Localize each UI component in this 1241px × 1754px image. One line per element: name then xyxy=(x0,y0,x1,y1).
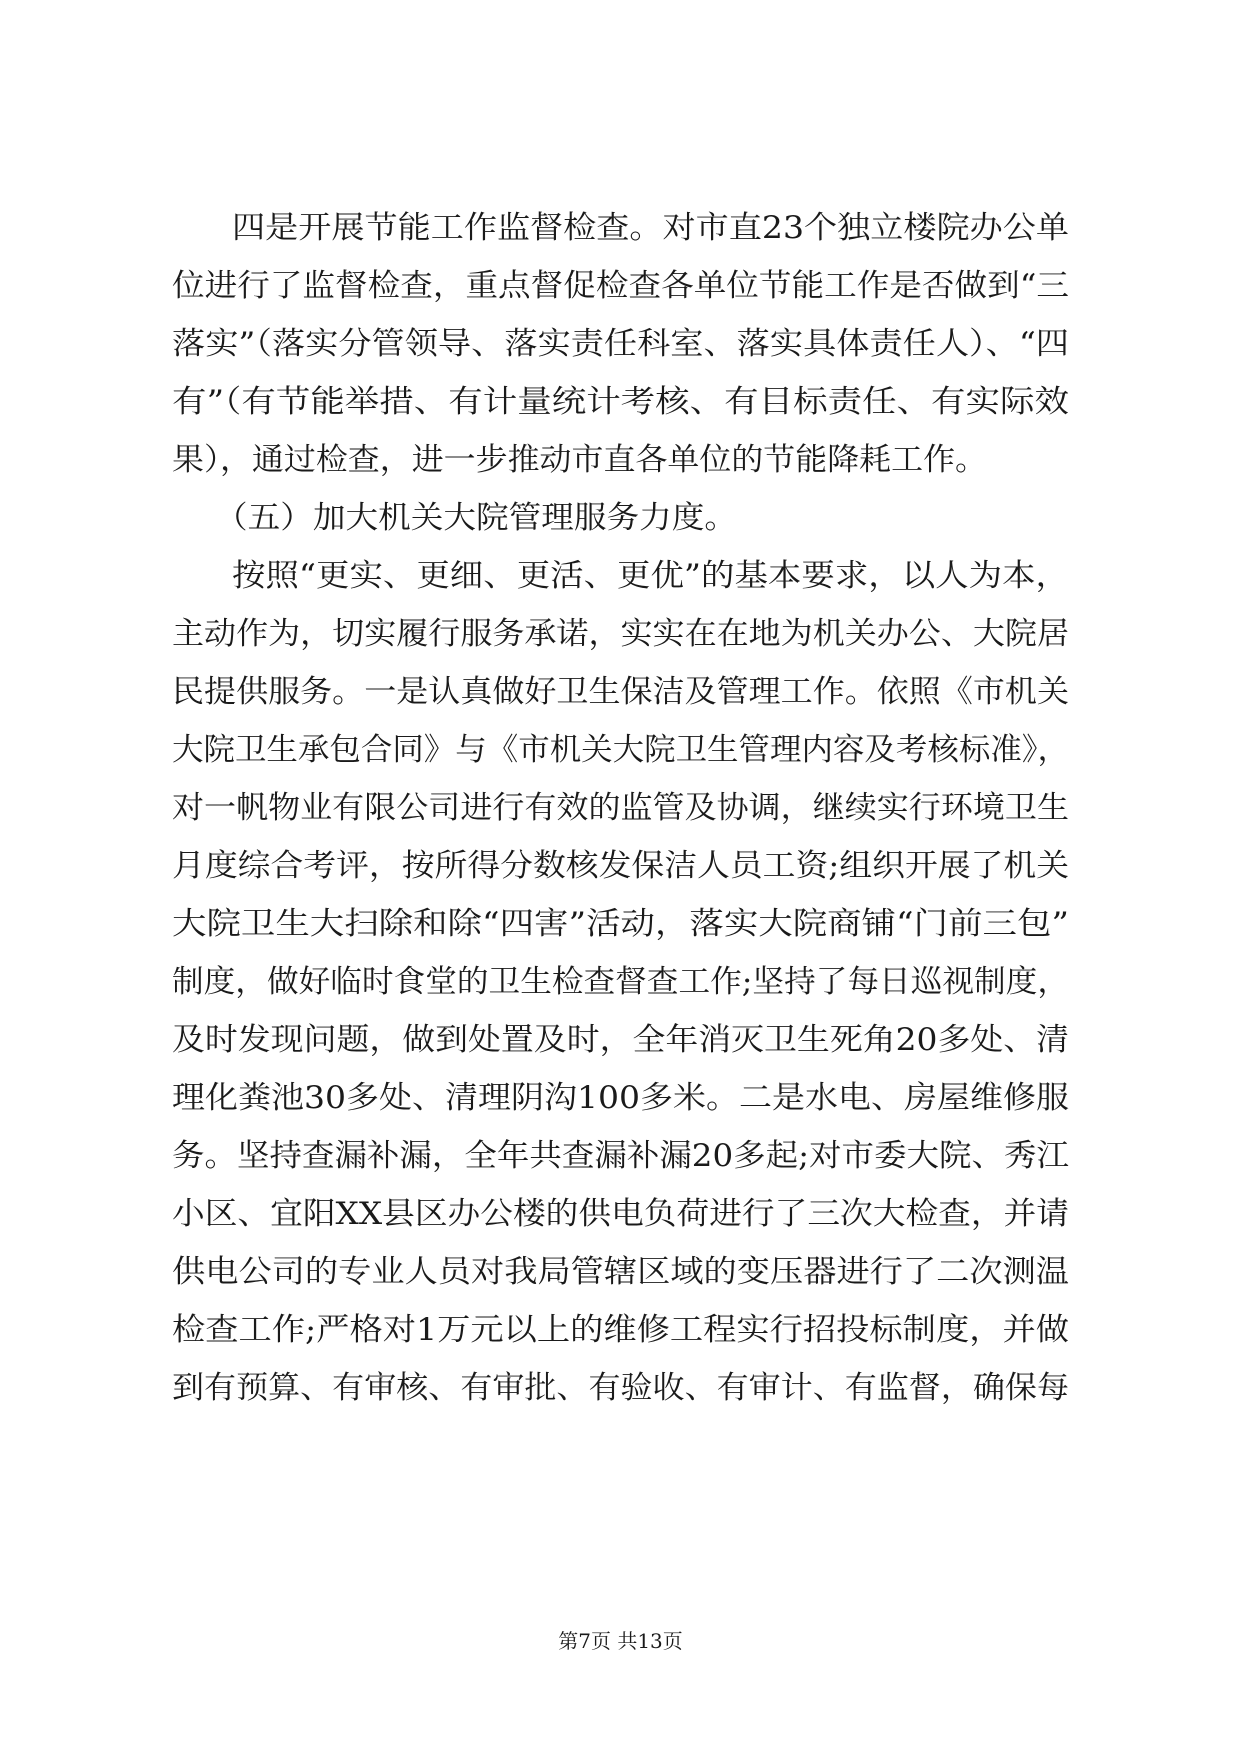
line-text: 果），通过检查，进一步推动市直各单位的节能降耗工作。 xyxy=(172,442,988,478)
line-text: 民提供服务。一是认真做好卫生保洁及管理工作。依照《市机关 xyxy=(172,674,1069,710)
line-text: 理化粪池30多处、清理阴沟100多米。二是水电、房屋维修服 xyxy=(172,1080,1069,1116)
line-text: 大院卫生大扫除和除“四害”活动，落实大院商铺“门前三包” xyxy=(172,906,1070,942)
line-text: 主动作为，切实履行服务承诺，实实在在地为机关办公、大院居 xyxy=(172,616,1069,652)
text-line xyxy=(0,962,1241,1002)
text-line xyxy=(0,730,1241,770)
line-text: 供电公司的专业人员对我局管辖区域的变压器进行了二次测温 xyxy=(172,1254,1070,1290)
heading-text: （五）加大机关大院管理服务力度。 xyxy=(215,500,737,536)
line-text: 及时发现问题，做到处置及时，全年消灭卫生死角20多处、清 xyxy=(172,1022,1070,1058)
line-text: 对一帆物业有限公司进行有效的监管及协调，继续实行环境卫生 xyxy=(172,790,1069,826)
text-line xyxy=(0,846,1241,886)
text-line xyxy=(0,1078,1241,1118)
text-line xyxy=(0,1136,1241,1176)
line-text: 制度，做好临时食堂的卫生检查督查工作;坚持了每日巡视制度， xyxy=(172,964,1069,1000)
line-text: 大院卫生承包合同》与《市机关大院卫生管理内容及考核标准》， xyxy=(172,732,1070,768)
text-line xyxy=(0,382,1241,422)
text-line xyxy=(0,208,1241,248)
section-heading xyxy=(0,498,1241,538)
text-line xyxy=(0,788,1241,828)
text-line xyxy=(0,672,1241,712)
text-line xyxy=(0,1310,1241,1350)
text-line xyxy=(0,324,1241,364)
page-number: 第7页 共13页 xyxy=(558,1629,683,1653)
line-text: 务。坚持查漏补漏，全年共查漏补漏20多起;对市委大院、秀江 xyxy=(172,1138,1069,1174)
line-text: 检查工作;严格对1万元以上的维修工程实行招投标制度，并做 xyxy=(172,1312,1069,1348)
line-text: 按照“更实、更细、更活、更优”的基本要求，以人为本， xyxy=(232,558,1069,594)
text-line xyxy=(0,440,1241,480)
line-text: 月度综合考评，按所得分数核发保洁人员工资;组织开展了机关 xyxy=(172,848,1070,884)
text-line xyxy=(0,1194,1241,1234)
text-line xyxy=(0,614,1241,654)
line-text: 落实”（落实分管领导、落实责任科室、落实具体责任人）、“四 xyxy=(172,326,1070,362)
text-line xyxy=(0,556,1241,596)
text-line xyxy=(0,1020,1241,1060)
line-text: 小区、宜阳XX县区办公楼的供电负荷进行了三次大检查，并请 xyxy=(172,1196,1069,1232)
text-line xyxy=(0,266,1241,306)
text-line xyxy=(0,1252,1241,1292)
line-text: 有”（有节能举措、有计量统计考核、有目标责任、有实际效 xyxy=(172,384,1069,420)
line-text: 位进行了监督检查，重点督促检查各单位节能工作是否做到“三 xyxy=(172,268,1070,304)
line-text: 到有预算、有审核、有审批、有验收、有审计、有监督，确保每 xyxy=(172,1370,1069,1406)
text-line xyxy=(0,904,1241,944)
text-line xyxy=(0,1368,1241,1408)
line-text: 四是开展节能工作监督检查。对市直23个独立楼院办公单 xyxy=(232,210,1069,246)
